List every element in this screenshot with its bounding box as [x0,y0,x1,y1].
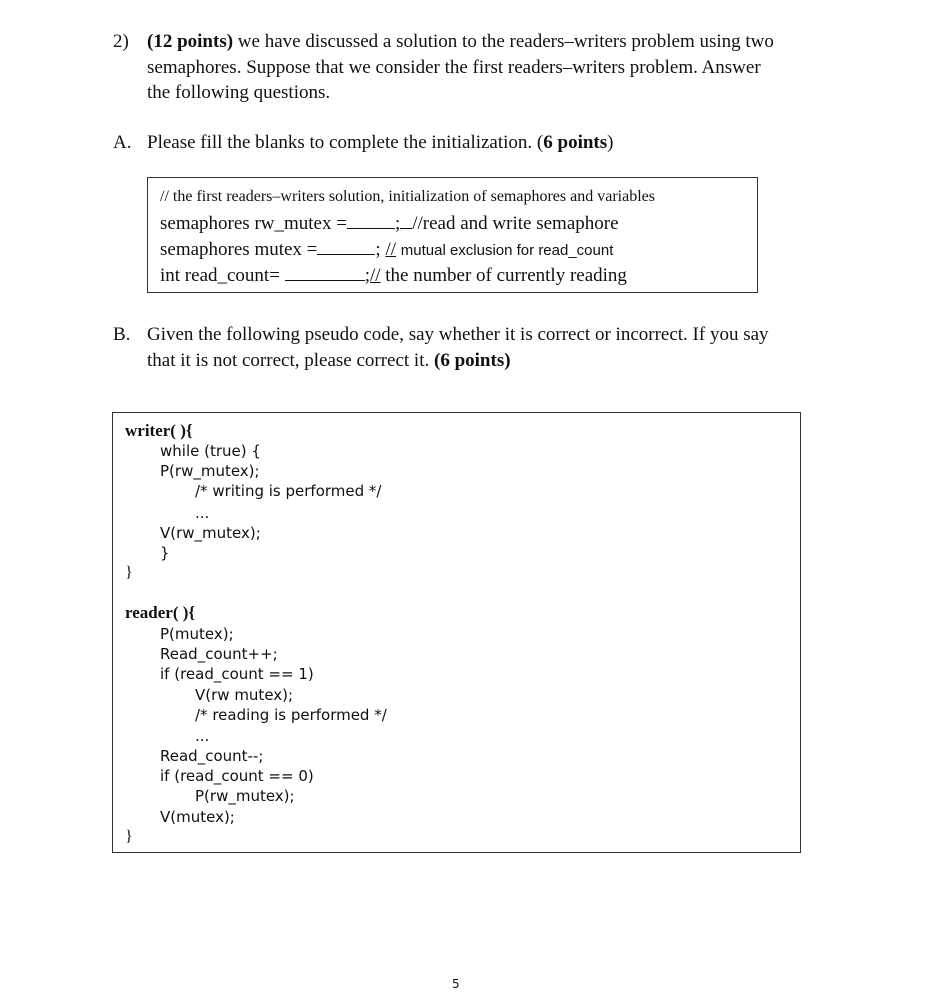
writer-header: writer( ){ [125,421,193,440]
initialization-box [147,177,758,293]
mutex-comment: mutual exclusion for read_count [400,242,614,259]
read-count-code: int read_count= [160,265,280,286]
part-b-line-2 [147,348,807,374]
question-number: 2) [113,31,129,52]
page-number: 5 [452,977,460,991]
reader-line-9: P(rw_mutex); [195,787,295,805]
writer-close: } [125,564,133,581]
question-line-1 [147,29,807,55]
read-count-slashes: // [369,265,381,286]
part-a-label: A. [113,132,132,153]
reader-line-2: Read_count++; [160,645,278,663]
rw-mutex-comment: //read and write semaphore [412,213,619,234]
reader-line-4: V(rw mutex); [195,686,294,704]
writer-line-2: P(rw_mutex); [160,462,260,480]
writer-line-3: /* writing is performed */ [195,482,382,500]
writer-line-5: V(rw_mutex); [160,524,261,542]
reader-close: } [125,828,133,845]
part-a-text: Please fill the blanks to complete the initialization. ( [147,132,544,153]
reader-line-5: /* reading is performed */ [195,706,387,724]
reader-line-6: ... [195,727,210,745]
reader-line-8: if (read_count == 0) [160,767,314,785]
question-line-1-text: we have discussed a solution to the readers–writers problem using two [237,31,774,52]
init-comment: // the first readers–writers solution, initialization of semaphores and variables [160,188,655,205]
part-b-points: (6 points) [434,349,511,371]
mutex-code: semaphores mutex = [160,239,318,260]
read-count-comment: the number of currently reading [385,265,627,286]
question-line-3: the following questions. [147,82,331,103]
rw-mutex-blank[interactable] [347,212,395,229]
reader-header: reader( ){ [125,603,196,622]
part-a-prompt [147,130,807,156]
part-b-prompt [147,322,807,373]
read-count-blank[interactable] [285,264,365,281]
read-count-semicolon: ; [364,265,370,286]
mutex-semicolon: ; [375,239,381,260]
reader-line-1: P(mutex); [160,625,234,643]
writer-line-4: ... [195,504,210,522]
mutex-blank[interactable] [317,238,375,255]
question-text [147,29,807,106]
writer-line-1: while (true) { [160,442,261,460]
part-a-points: 6 points [543,132,608,153]
reader-line-7: Read_count--; [160,747,264,765]
question-line-2: semaphores. Suppose that we consider the first readers–writers problem. Answer [147,56,761,78]
part-b-line-1: Given the following pseudo code, say whether it is correct or incorrect. If you say [147,324,769,345]
rw-mutex-semicolon: ; [394,213,401,234]
init-line-mutex [160,238,613,261]
rw-mutex-code: semaphores rw_mutex = [160,213,347,234]
part-a-close: ) [607,132,614,153]
reader-line-10: V(mutex); [160,808,235,826]
rw-mutex-blank-tail [400,212,412,229]
part-b-line-2-text: that it is not correct, please correct it. [147,349,430,371]
part-b-label: B. [113,324,131,345]
pseudo-code-box [112,412,801,853]
writer-line-6: } [160,544,170,562]
reader-line-3: if (read_count == 1) [160,665,314,683]
mutex-slashes: // [385,239,396,260]
question-points: (12 points) [147,31,234,52]
init-line-rw-mutex [160,212,619,235]
init-line-read-count [160,264,627,287]
